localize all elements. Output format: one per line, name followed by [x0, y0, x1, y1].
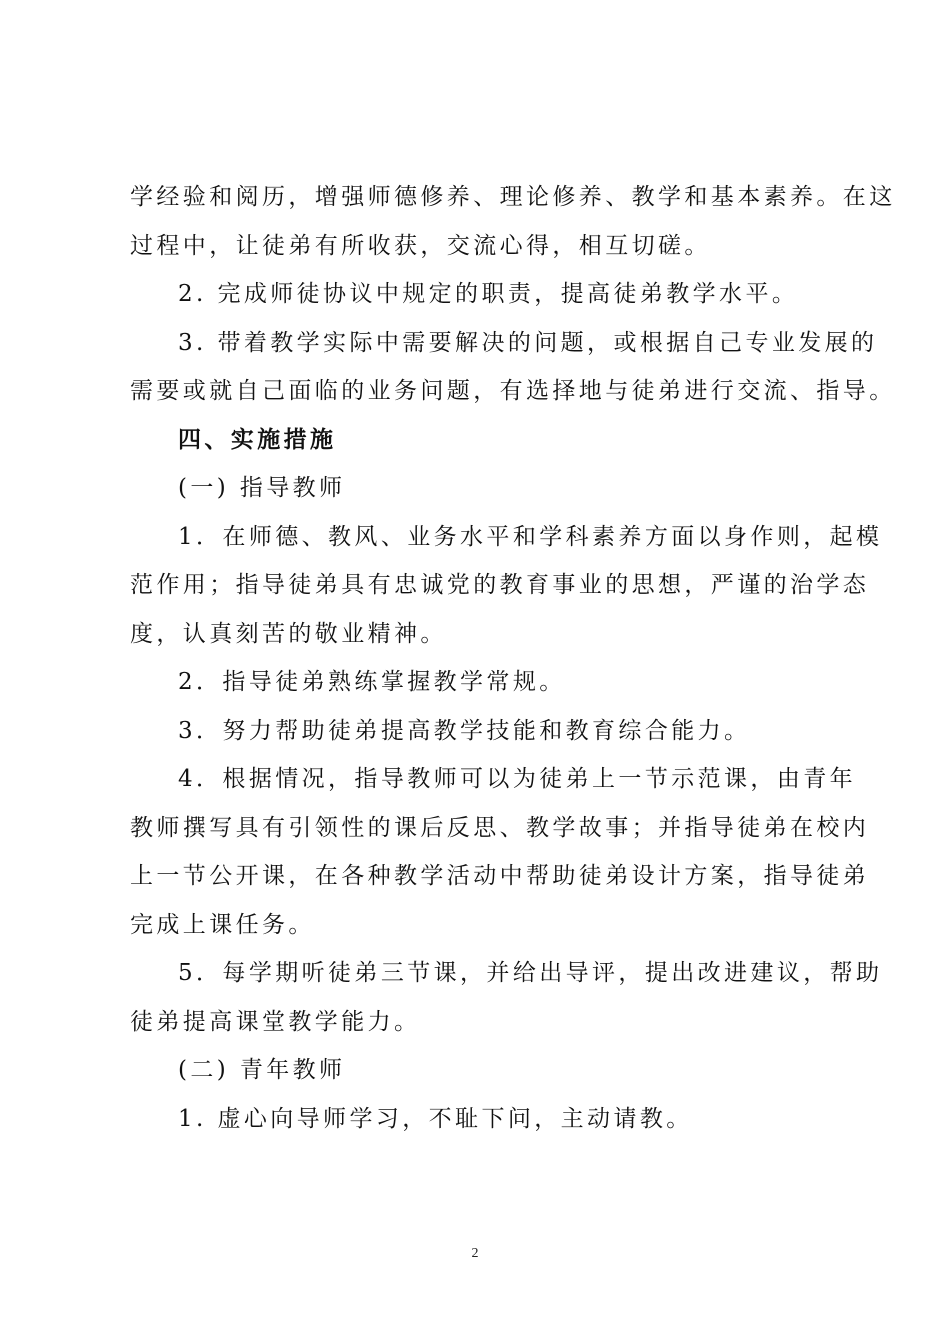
- text-line: 过程中，让徒弟有所收获，交流心得，相互切磋。: [130, 232, 711, 259]
- text-line: 2．指导徒弟熟练掌握教学常规。: [178, 669, 566, 695]
- text-line: 4．根据情况，指导教师可以为徒弟上一节示范课，由青年: [178, 766, 857, 792]
- text-line: 需要或就自己面临的业务问题，有选择地与徒弟进行交流、指导。: [130, 378, 896, 404]
- text-line: 1．在师德、教风、业务水平和学科素养方面以身作则，起模: [178, 523, 883, 550]
- page-number: 2: [471, 1246, 479, 1261]
- subsection-heading: (二) 青年教师: [178, 1057, 346, 1083]
- text-line: 教师撰写具有引领性的课后反思、教学故事；并指导徒弟在校内: [130, 814, 870, 841]
- text-line: 5．每学期听徒弟三节课，并给出导评，提出改进建议，帮助: [178, 960, 883, 986]
- text-line: 学经验和阅历，增强师德修养、理论修养、教学和基本素养。在这: [130, 184, 896, 210]
- subsection-heading: (一) 指导教师: [178, 475, 346, 501]
- text-line: 上一节公开课，在各种教学活动中帮助徒弟设计方案，指导徒弟: [130, 863, 870, 889]
- text-line: 徒弟提高课堂教学能力。: [130, 1008, 421, 1035]
- text-line: 1. 虚心向导师学习，不耻下问，主动请教。: [178, 1105, 693, 1132]
- text-line: 3. 带着教学实际中需要解决的问题，或根据自己专业发展的: [178, 329, 878, 356]
- section-heading: 四、实施措施: [178, 425, 337, 453]
- text-line: 完成上课任务。: [130, 911, 315, 938]
- document-body: [130, 173, 896, 1143]
- text-line: 3．努力帮助徒弟提高教学技能和教育综合能力。: [178, 717, 751, 744]
- text-line: 2. 完成师徒协议中规定的职责，提高徒弟教学水平。: [178, 281, 799, 307]
- text-line: 度，认真刻苦的敬业精神。: [130, 620, 447, 647]
- text-line: 范作用；指导徒弟具有忠诚党的教育事业的思想，严谨的治学态: [130, 572, 870, 598]
